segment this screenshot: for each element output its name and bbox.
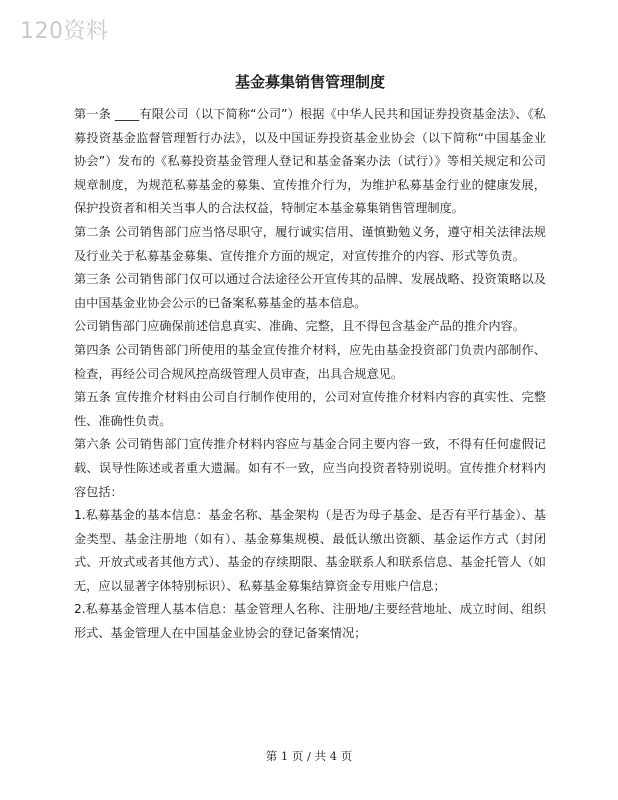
- document-title: 基金募集销售管理制度: [234, 73, 385, 91]
- paragraph-article-2: 第二条 公司销售部门应当恪尽职守，履行诚实信用、谨慎勤勉义务，遵守相关法律法规及行业关于私募基金募集、宣传推介方面的规定，对宣传推介的内容、形式等负责。: [74, 224, 546, 263]
- paragraph-article-1: 第一条 ____有限公司（以下简称“公司”）根据《中华人民共和国证券投资基金法》、《私募投资基金监督管理暂行办法》，以及中国证券投资基金业协会（以下简称“中国基金业协会”）发布的《私募投资基金管理人登记和基金备案办法（试行）》等相关规定和公司规章制度，为规范私募基金的募集、宣传推介行为，为维护私募基金行业的健康发展，保护投资者和相关当事人的合法权益，特制定本基金募集销售管理制度。: [74, 107, 546, 216]
- paragraph-article-4: 第四条 公司销售部门所使用的基金宣传推介材料，应先由基金投资部门负责内部制作、检查，再经公司合规风控高级管理人员审查，出具合规意见。: [74, 342, 546, 381]
- paragraph-article-5: 第五条 宣传推介材料由公司自行制作使用的，公司对宣传推介材料内容的真实性、完整性、准确性负责。: [74, 390, 546, 428]
- paragraph-article-3-note: 公司销售部门应确保前述信息真实、准确、完整，且不得包含基金产品的推介内容。: [74, 319, 525, 334]
- paragraph-article-3: 第三条 公司销售部门仅可以通过合法途径公开宣传其的品牌、发展战略、投资策略以及由中国基金业协会公示的已备案私募基金的基本信息。: [74, 272, 546, 310]
- list-item-1: 1.私募基金的基本信息：基金名称、基金架构（是否为母子基金、是否有平行基金）、基金类型、基金注册地（如有）、基金募集规模、最低认缴出资额、基金运作方式（封闭式、开放式或者其他方式）、基金的存续期限、基金联系人和联系信息、基金托管人（如无，应以显著字体特别标识）、私募基金募集结算资金专用账户信息；: [74, 508, 546, 593]
- document-page: [74, 72, 546, 646]
- page-number: 第 1 页 / 共 4 页: [265, 749, 353, 763]
- watermark: 120资料: [20, 19, 109, 44]
- list-item-2: 2.私募基金管理人基本信息：基金管理人名称、注册地/主要经营地址、成立时间、组织形式、基金管理人在中国基金业协会的登记备案情况；: [74, 602, 546, 641]
- paragraph-article-6: 第六条 公司销售部门宣传推介材料内容应与基金合同主要内容一致，不得有任何虚假记载、误导性陈述或者重大遗漏。如有不一致，应当向投资者特别说明。宣传推介材料内容包括：: [74, 437, 546, 499]
